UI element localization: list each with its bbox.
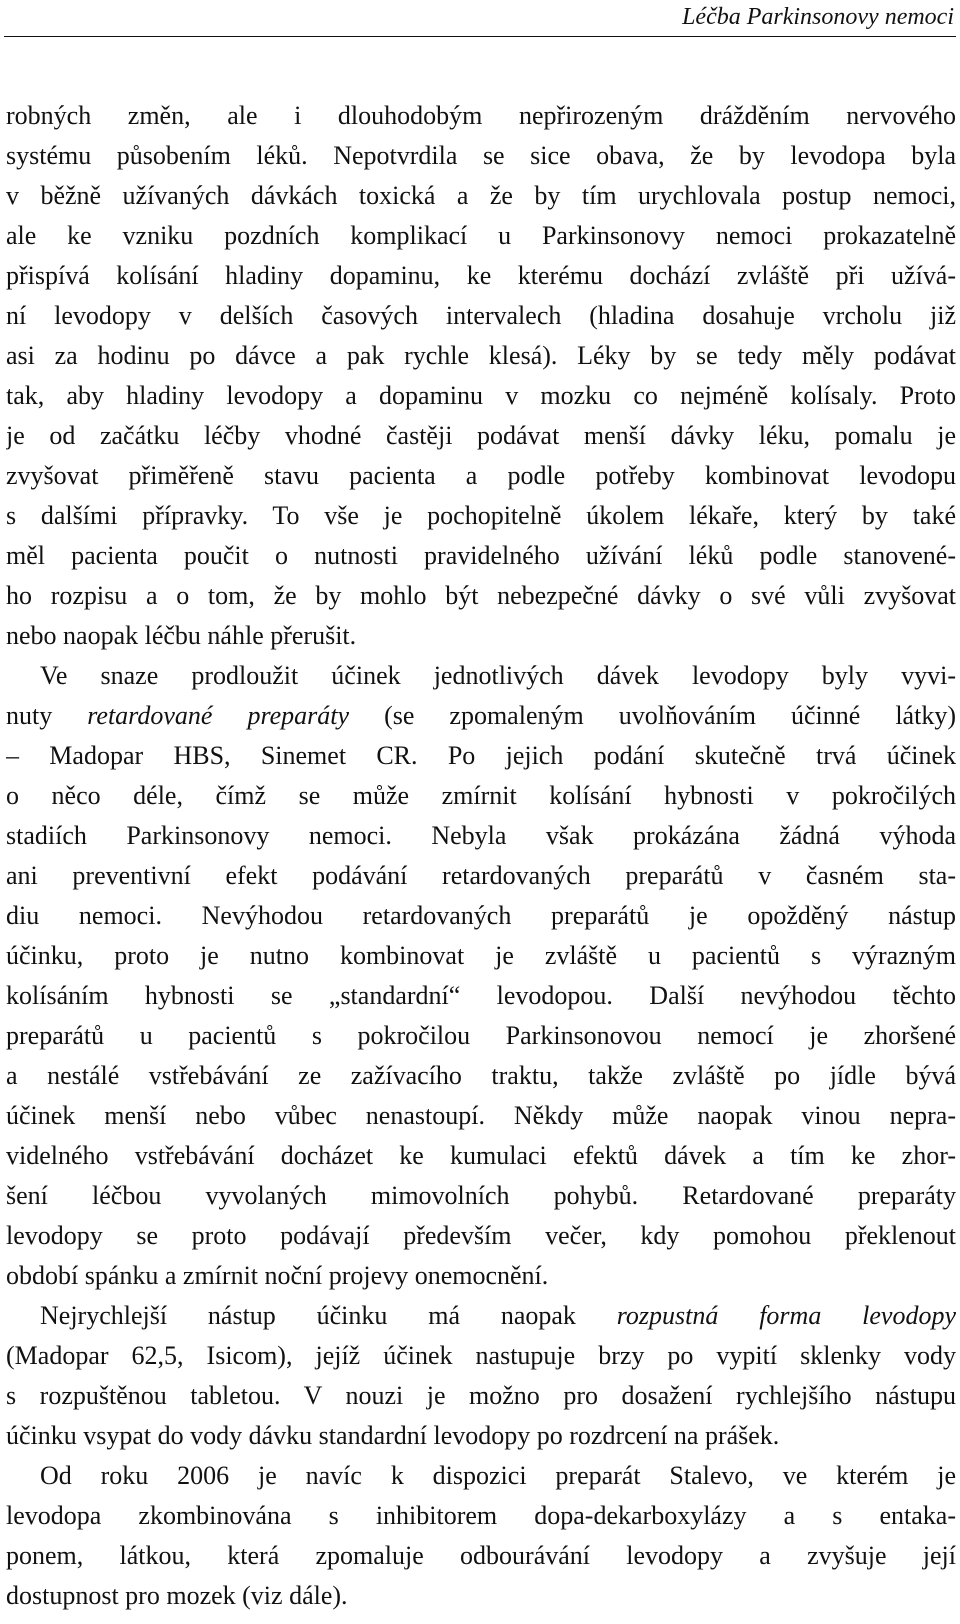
paragraph: [6, 1296, 956, 1456]
paragraph: [6, 1456, 956, 1616]
text-line: [6, 1136, 956, 1176]
text-line: [6, 696, 956, 736]
text-run: dostupnost pro mozek (viz dále).: [6, 1581, 348, 1610]
text-run: je od začátku léčby vhodné častěji podávat menší dávky léku, pomalu je: [6, 421, 956, 450]
text-line: [6, 776, 956, 816]
text-run: stadiích Parkinsonovy nemoci. Nebyla však prokázána žádná výhoda: [6, 821, 956, 850]
text-run: s dalšími přípravky. To vše je pochopitelně úkolem lékaře, který by také: [6, 501, 956, 530]
text-line: [6, 336, 956, 376]
text-run: (se zpomaleným uvolňováním účinné látky): [349, 701, 956, 730]
italic-term: retardované preparáty: [87, 701, 350, 730]
text-line: [6, 1496, 956, 1536]
italic-term: rozpustná forma levodopy: [616, 1301, 956, 1330]
text-line: [6, 976, 956, 1016]
text-line: [6, 296, 956, 336]
text-run: nuty: [6, 701, 88, 730]
text-line: [6, 216, 956, 256]
text-line: [6, 1456, 956, 1496]
text-line: [6, 816, 956, 856]
text-line: [6, 1296, 956, 1336]
header-rule: [4, 36, 956, 37]
text-line: [6, 496, 956, 536]
text-run: zvyšovat přiměřeně stavu pacienta a podle potřeby kombinovat levodopu: [6, 461, 956, 490]
text-run: Ve snaze prodloužit účinek jednotlivých dávek levodopy byly vyvi-: [40, 661, 956, 690]
body-text: [6, 96, 956, 1616]
text-run: šení léčbou vyvolaných mimovolních pohybů. Retardované preparáty: [6, 1181, 956, 1210]
text-line: [6, 896, 956, 936]
text-line: [6, 656, 956, 696]
text-line: [6, 1096, 956, 1136]
text-run: tak, aby hladiny levodopy a dopaminu v mozku co nejméně kolísaly. Proto: [6, 381, 956, 410]
text-run: období spánku a zmírnit noční projevy onemocnění.: [6, 1261, 549, 1290]
text-run: systému působením léků. Nepotvrdila se sice obava, že by levodopa byla: [6, 141, 956, 170]
text-run: v běžně užívaných dávkách toxická a že by tím urychlovala postup nemoci,: [6, 181, 956, 210]
text-run: nebo naopak léčbu náhle přerušit.: [6, 621, 357, 650]
text-line: [6, 616, 956, 656]
text-run: s rozpuštěnou tabletou. V nouzi je možno pro dosažení rychlejšího nástupu: [6, 1381, 956, 1410]
text-run: – Madopar HBS, Sinemet CR. Po jejich podání skutečně trvá účinek: [6, 741, 956, 770]
text-run: účinku vsypat do vody dávku standardní levodopy po rozdrcení na prášek.: [6, 1421, 780, 1450]
text-line: [6, 936, 956, 976]
text-run: a nestálé vstřebávání ze zažívacího traktu, takže zvláště po jídle bývá: [6, 1061, 956, 1090]
text-run: (Madopar 62,5, Isicom), jejíž účinek nastupuje brzy po vypití sklenky vody: [6, 1341, 956, 1370]
text-line: [6, 256, 956, 296]
text-run: Od roku 2006 je navíc k dispozici preparát Stalevo, ve kterém je: [40, 1461, 956, 1490]
text-run: o něco déle, čímž se může zmírnit kolísání hybnosti v pokročilých: [6, 781, 956, 810]
paragraph: [6, 656, 956, 1296]
text-run: ho rozpisu a o tom, že by mohlo být nebezpečné dávky o své vůli zvyšovat: [6, 581, 956, 610]
text-run: účinku, proto je nutno kombinovat je zvláště u pacientů s výrazným: [6, 941, 956, 970]
text-line: [6, 1016, 956, 1056]
text-line: [6, 1576, 956, 1616]
text-line: [6, 1376, 956, 1416]
text-line: [6, 1416, 956, 1456]
text-run: ale ke vzniku pozdních komplikací u Parkinsonovy nemoci prokazatelně: [6, 221, 956, 250]
running-header-title: Léčba Parkinsonovy nemoci: [682, 4, 954, 30]
text-line: [6, 1256, 956, 1296]
text-run: ponem, látkou, která zpomaluje odbourávání levodopy a zvyšuje její: [6, 1541, 956, 1570]
paragraph: [6, 96, 956, 656]
text-line: [6, 416, 956, 456]
text-line: [6, 1176, 956, 1216]
text-run: diu nemoci. Nevýhodou retardovaných preparátů je opožděný nástup: [6, 901, 956, 930]
text-run: levodopy se proto podávají především večer, kdy pomohou překlenout: [6, 1221, 956, 1250]
text-run: přispívá kolísání hladiny dopaminu, ke kterému dochází zvláště při užívá-: [6, 261, 956, 290]
text-run: měl pacienta poučit o nutnosti pravidelného užívání léků podle stanovené-: [6, 541, 956, 570]
text-run: asi za hodinu po dávce a pak rychle klesá). Léky by se tedy měly podávat: [6, 341, 956, 370]
text-run: robných změn, ale i dlouhodobým nepřirozeným drážděním nervového: [6, 101, 956, 130]
text-line: [6, 176, 956, 216]
text-line: [6, 1536, 956, 1576]
text-run: Nejrychlejší nástup účinku má naopak: [40, 1301, 617, 1330]
text-line: [6, 136, 956, 176]
text-line: [6, 536, 956, 576]
text-line: [6, 376, 956, 416]
text-line: [6, 1056, 956, 1096]
text-line: [6, 576, 956, 616]
text-run: videlného vstřebávání docházet ke kumulaci efektů dávek a tím ke zhor-: [6, 1141, 956, 1170]
text-run: kolísáním hybnosti se „standardní“ levodopou. Další nevýhodou těchto: [6, 981, 956, 1010]
text-run: ní levodopy v delších časových intervalech (hladina dosahuje vrcholu již: [6, 301, 956, 330]
text-run: levodopa zkombinována s inhibitorem dopa-dekarboxylázy a s entaka-: [6, 1501, 956, 1530]
text-run: ani preventivní efekt podávání retardovaných preparátů v časném sta-: [6, 861, 956, 890]
text-run: účinek menší nebo vůbec nenastoupí. Někdy může naopak vinou nepra-: [6, 1101, 956, 1130]
text-line: [6, 1216, 956, 1256]
text-line: [6, 856, 956, 896]
text-line: [6, 736, 956, 776]
text-line: [6, 456, 956, 496]
text-run: preparátů u pacientů s pokročilou Parkinsonovou nemocí je zhoršené: [6, 1021, 956, 1050]
text-line: [6, 1336, 956, 1376]
text-line: [6, 96, 956, 136]
